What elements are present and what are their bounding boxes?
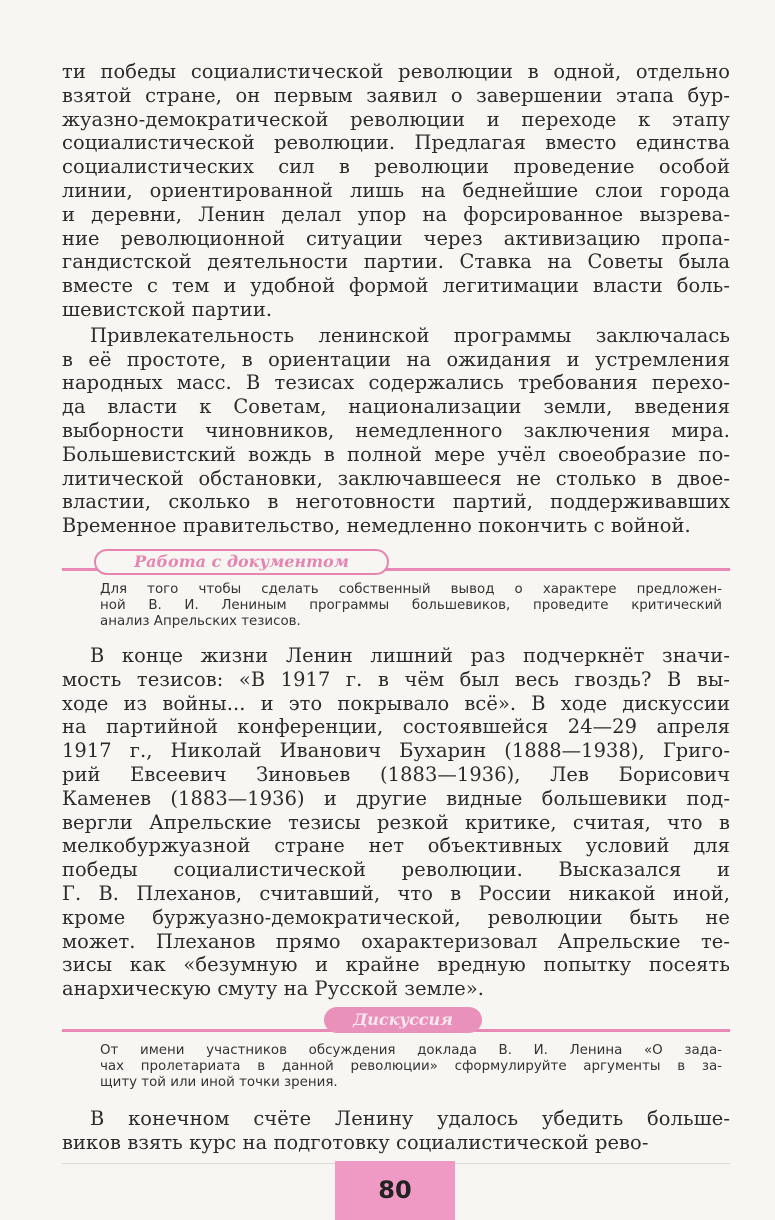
text-line: властии, сколько в неготовности партий, поддерживавших (62, 490, 730, 514)
text-line: Привлекательность ленинской программы заключалась (90, 323, 730, 347)
document-work-header (62, 546, 730, 576)
text-line: может. Плеханов прямо охарактеризовал Апрельские те- (62, 929, 730, 953)
text-line: ной В. И. Лениным программы большевиков, проведите критический (100, 597, 722, 613)
text-line: Для того чтобы сделать собственный вывод о характере предложен- (100, 581, 722, 597)
text-line: От имени участников обсуждения доклада В. И. Ленина «О зада- (100, 1042, 722, 1058)
text-line: щиту той или иной точки зрения. (100, 1074, 338, 1090)
text-line: ходе из войны... и это покрывало всё». В ходе дискуссии (62, 691, 730, 715)
text-line: Каменев (1883—1936) и другие видные большевики под- (62, 786, 730, 810)
text-line: 1917 г., Николай Иванович Бухарин (1888—1938), Григо- (62, 739, 730, 763)
text-line: В конце жизни Ленин лишний раз подчеркнёт значи- (90, 643, 730, 667)
text-line: чах пролетариата в данной революции» сформулируйте аргументы в за- (100, 1058, 722, 1074)
text-line: социалистических сил в революции проведение особой (62, 155, 730, 179)
text-line: гандистской деятельности партии. Ставка на Советы была (62, 250, 730, 274)
text-line: линии, ориентированной лишь на беднейшие слои города (62, 178, 730, 202)
text-line: и деревни, Ленин делал упор на форсированное вызрева- (62, 202, 730, 226)
text-line: на партийной конференции, состоявшейся 24—29 апреля (62, 715, 730, 739)
text-line: мелкобуржуазной стране нет объективных условий для (62, 834, 730, 858)
paragraph-2 (62, 324, 730, 538)
paragraph-4 (62, 1107, 730, 1155)
page-number: 80 (378, 1176, 412, 1204)
text-line: социалистической революции. Предлагая вместо единства (62, 131, 730, 155)
text-line: вергли Апрельские тезисы резкой критике, считая, что в (62, 810, 730, 834)
text-line: кроме буржуазно-демократической, революции быть не (62, 905, 730, 929)
text-line: Большевистский вождь в полной мере учёл своеобразие по- (62, 442, 730, 466)
text-line: анализ Апрельских тезисов. (100, 613, 301, 629)
text-line: ти победы социалистической революции в одной, отдельно (62, 60, 730, 83)
text-line: В конечном счёте Ленину удалось убедить больше- (90, 1106, 730, 1130)
text-line: ние революционной ситуации через активизацию пропа- (62, 226, 730, 250)
text-line: Г. В. Плеханов, считавший, что в России никакой иной, (62, 881, 730, 905)
document-work-task (100, 582, 722, 630)
text-line: Временное правительство, немедленно покончить с войной. (62, 514, 691, 538)
text-line: зисы как «безумную и крайне вредную попытку посеять (62, 953, 730, 977)
text-line: выборности чиновников, немедленного заключения мира. (62, 418, 730, 442)
text-line: анархическую смуту на Русской земле». (62, 977, 485, 1001)
text-line: вместе с тем и удобной формой легитимации власти боль- (62, 274, 730, 298)
discussion-task (100, 1043, 722, 1091)
text-line: победы социалистической революции. Высказался и (62, 858, 730, 882)
text-line: в её простоте, в ориентации на ожидания и устремления (62, 347, 730, 371)
text-line: литической обстановки, заключавшееся не столько в двое- (62, 466, 730, 490)
document-work-title: Работа с документом (94, 549, 389, 575)
discussion-header (62, 1007, 730, 1037)
text-line: рий Евсеевич Зиновьев (1883—1936), Лев Борисович (62, 762, 730, 786)
text-line: виков взять курс на подготовку социалистической рево- (62, 1130, 649, 1154)
text-line: да власти к Советам, национализации земли, введения (62, 395, 730, 419)
discussion-title: Дискуссия (324, 1007, 482, 1033)
text-line: взятой стране, он первым заявил о завершении этапа бур- (62, 83, 730, 107)
page-content (62, 60, 730, 1154)
paragraph-1 (62, 60, 730, 322)
text-line: мость тезисов: «В 1917 г. в чём был весь гвоздь? В вы- (62, 667, 730, 691)
text-line: народных масс. В тезисах содержались требования перехо- (62, 371, 730, 395)
text-line: жуазно-демократической революции и переходе к этапу (62, 107, 730, 131)
paragraph-3 (62, 644, 730, 1001)
text-line: шевистской партии. (62, 297, 273, 321)
